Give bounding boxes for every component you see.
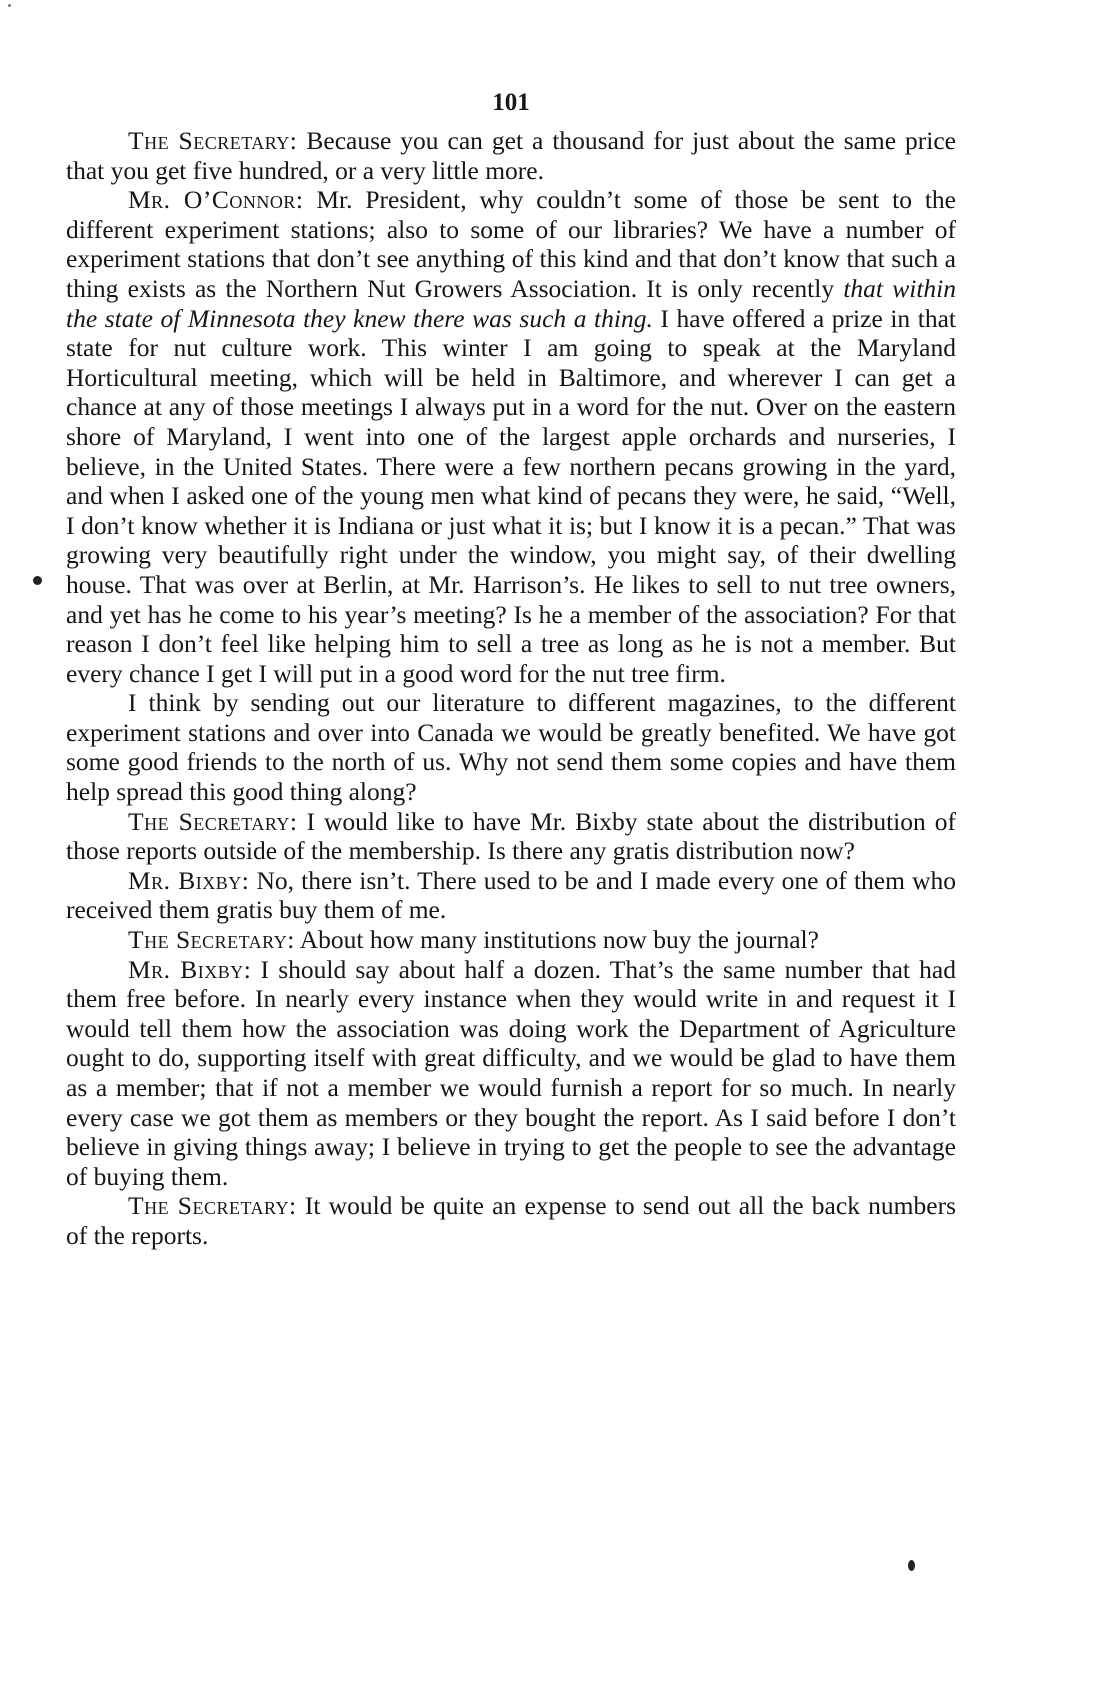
- paragraph-text: It would be quite an expense to send out all the back numbers of the reports.: [66, 1191, 956, 1250]
- scan-speck-mark: [8, 4, 11, 7]
- paragraph-text: No, there isn’t. There used to be and I made every one of them who received them gratis buy them of me.: [66, 865, 956, 925]
- speaker-label: The Secretary:: [128, 806, 298, 836]
- paragraph-bixby-1: [66, 866, 956, 925]
- page-number: 101: [492, 89, 530, 116]
- speaker-label: Mr. Bixby:: [128, 954, 252, 984]
- paragraph-text: I should say about half a dozen. That’s the same number that had them free before. In nearly every instance when they would write in and request it I would tell them how the association was doing work the Department of Agriculture ought to do, supporting itself with great difficulty, and we would be glad to have them as a member; that if not a member we would furnish a report for so much. In nearly every case we got them as members or they bought the report. As I said before I don’t believe in giving things away; I believe in trying to get the people to see the advantage of buying them.: [66, 954, 956, 1191]
- paragraph-oconnor-continued: [66, 688, 956, 806]
- document-page: [66, 88, 956, 1251]
- paragraph-secretary-4: [66, 1191, 956, 1250]
- scan-speck-mark: [908, 1560, 915, 1571]
- speaker-label: The Secretary:: [128, 1191, 297, 1221]
- paragraph-secretary-1: [66, 126, 956, 185]
- paragraph-oconnor: [66, 185, 956, 688]
- paragraph-bixby-2: [66, 955, 956, 1192]
- paragraph-secretary-2: [66, 807, 956, 866]
- italic-text: that within the state of Minnesota they knew there was such a thing.: [66, 273, 956, 333]
- paragraph-text-continued: I have offered a prize in that state for nut culture work. This winter I am going to speak at the Maryland Horticultural meeting, which will be held in Baltimore, and wherever I can get a chance at any of those meetings I always put in a word for the nut. Over on the eastern shore of Maryland, I went into one of the largest apple orchards and nurseries, I believe, in the United States. There were a few northern pecans growing in the yard, and when I asked one of the young men what kind of pecans they were, he said, “Well, I don’t know whether it is Indiana or just what it is; but I know it is a pecan.” That was growing very beautifully right under the window, you might say, of their dwelling house. That was over at Berlin, at Mr. Harrison’s. He likes to sell to nut tree owners, and yet has he come to his year’s meeting? Is he a member of the association? For that reason I don’t feel like helping him to sell a tree as long as he is not a member. But every chance I get I will put in a good word for the nut tree firm.: [66, 303, 956, 688]
- paragraph-text: Mr. President, why couldn’t some of those be sent to the different experiment stations; also to some of our libraries? We have a number of experiment stations that don’t see anything of this kind and that don’t know that such a thing exists as the Northern Nut Growers Association. It is only recently: [66, 185, 956, 303]
- speaker-label: The Secretary:: [128, 126, 298, 155]
- speaker-label: The Secretary:: [128, 925, 295, 955]
- paragraph-text: I think by sending out our literature to different magazines, to the different experiment stations and over into Canada we would be greatly benefited. We have got some good friends to the north of us. Why not send them some copies and have them help spread this good thing along?: [66, 688, 956, 807]
- speaker-label: Mr. O’Connor:: [128, 185, 304, 215]
- paragraph-text: I would like to have Mr. Bixby state about the distribution of those reports outside of the membership. Is there any gratis distribution now?: [66, 806, 957, 866]
- paragraph-secretary-3: [66, 925, 956, 955]
- scan-speck-mark: [33, 576, 42, 585]
- speaker-label: Mr. Bixby:: [128, 865, 250, 895]
- paragraph-text: Because you can get a thousand for just about the same price that you get five hundred, or a very little more.: [66, 126, 956, 185]
- paragraph-text: About how many institutions now buy the journal?: [294, 925, 819, 955]
